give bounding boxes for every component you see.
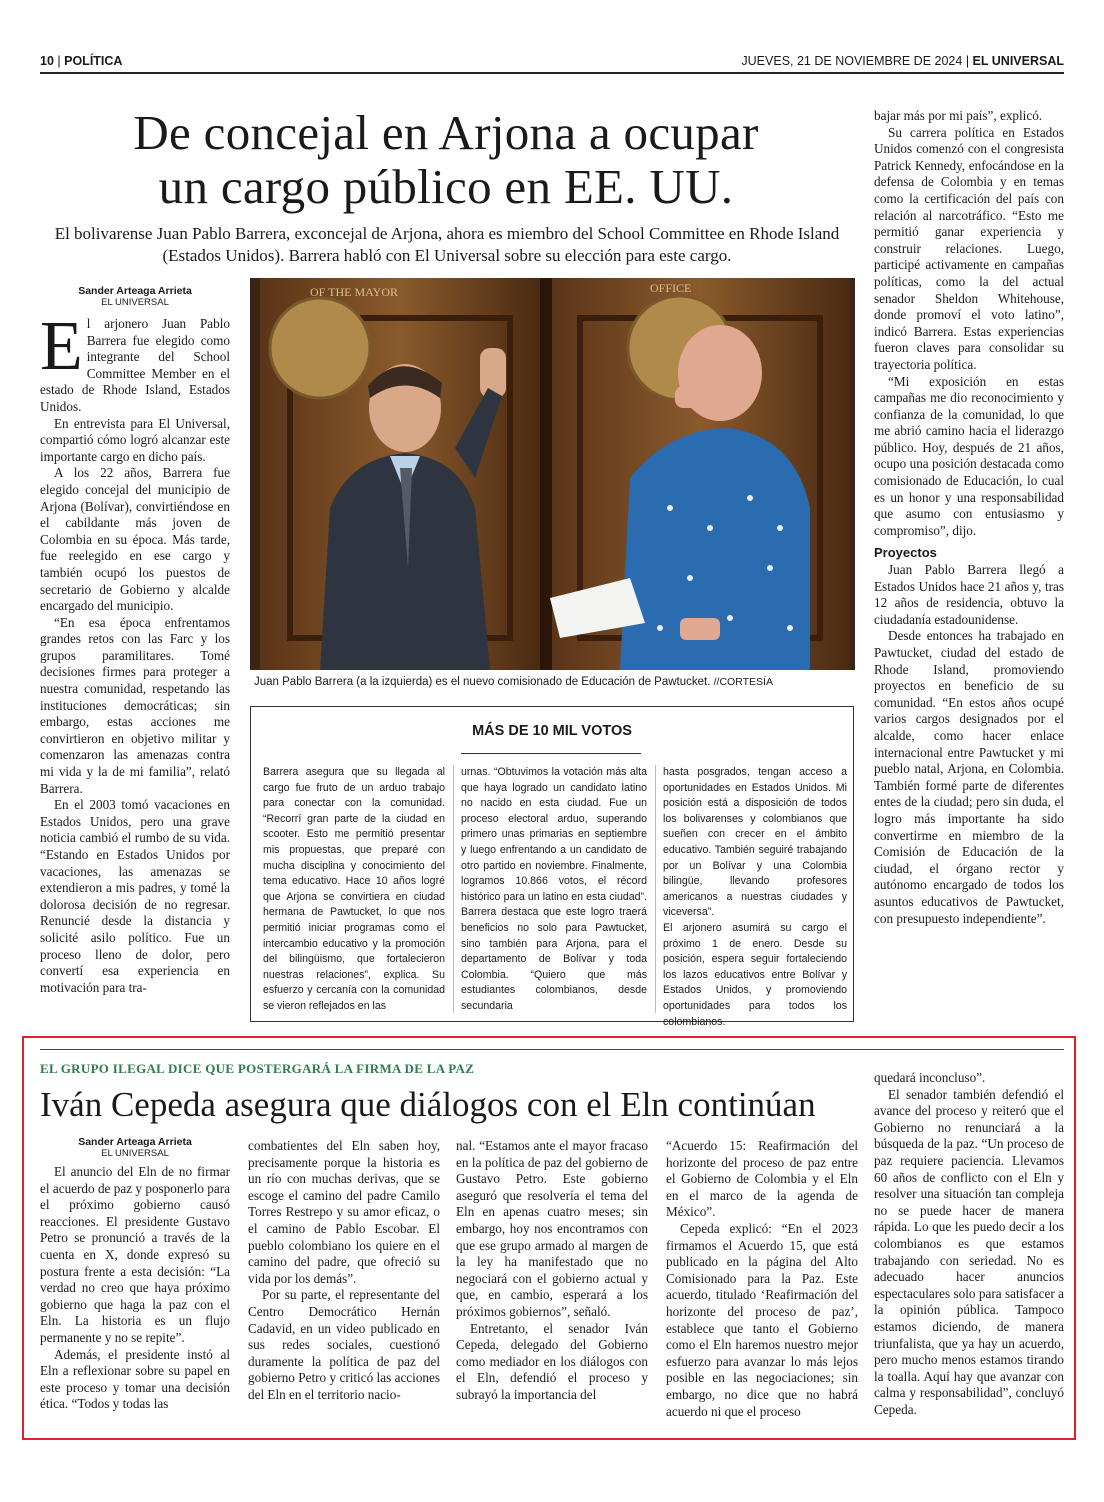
article1-column-left xyxy=(40,285,230,996)
article2-paragraph: Además, el presidente instó al Eln a reflexionar sobre su papel en este proceso y tomar una decisión ética. “Todos y todas las xyxy=(40,1346,230,1412)
section-name: POLÍTICA xyxy=(64,54,123,68)
caption-text: Juan Pablo Barrera (a la izquierda) es el nuevo comisionado de Educación de Pawtucket. xyxy=(254,676,711,688)
issue-date: JUEVES, 21 DE NOVIEMBRE DE 2024 xyxy=(741,54,963,68)
box-column-3: hasta posgrados, tengan acceso a oportunidades en Estados Unidos. Mi posición está a disposición de todos los bolivarenses y colombianos que sueñen con crecer en el ámbito educativo. También seguiré trabajando por un Bolívar y una Colombia bilingüe, llevando profesores americanos a nuestras ciudades y viceversa”. El arjonero asumirá su cargo el próximo 1 de enero. Desde su posición, espera seguir fortaleciendo los lazos educativos entre Bolívar y Estados Unidos, y promoviendo oportunidades para todos los colombianos. xyxy=(663,766,847,1028)
article2-paragraph: El anuncio del Eln de no firmar el acuerdo de paz y posponerlo para el próximo gobierno causó reacciones. El presidente Gustavo Petro se pronunció a través de la cuenta en X, donde expresó su postura frente a esta decisión: “La verdad no creo que haya próximo gobierno que haga la paz con el Eln. La historia es un flujo permanente y no se repite”. xyxy=(40,1164,230,1345)
article1-paragraph: Desde entonces ha trabajado en Pawtucket, ciudad del estado de Rhode Island, promoviendo proyectos en beneficio de su comunidad. “En estos años ocupé varios cargos designados por el alcalde, como hacer enlace internacional entre Pawtucket y mi pueblo natal, Arjona, en Colombia. También formé parte de diferentes entes de la ciudad; pero sin duda, el logro más importante ha sido convertirme en miembro de la Comisión de Educación de la ciudad, el órgano rector y autónomo encargado de todos los asuntos educativos de Pawtucket, con presupuesto independiente”. xyxy=(874,628,1064,926)
box-title: MÁS DE 10 MIL VOTOS xyxy=(472,723,632,739)
page-number: 10 xyxy=(40,54,54,68)
byline-outlet: EL UNIVERSAL xyxy=(101,1148,169,1159)
article2-paragraph: El senador también defendió el avance del proceso y reiteró que el Gobierno no renunciará a la búsqueda de la paz. “Un proceso de paz requiere paciencia. Llevamos 60 años de conflicto con el Eln y resolver una situación tan compleja no se puede hacer de manera rápida. Lo que les puedo decir a los colombianos es que estamos trabajando con seriedad. No es adecuado hacer anuncios espectaculares solo para satisfacer a la opinión pública. Tampoco estamos diciendo, de manera triunfalista, que ya hay un acuerdo, pero mucho menos estamos tirando la toalla. Aquí hay que avanzar con calma y responsabilidad”, concluyó Cepeda. xyxy=(874,1086,1064,1417)
article2-kicker: EL GRUPO ILEGAL DICE QUE POSTERGARÁ LA FIRMA DE LA PAZ xyxy=(40,1061,475,1076)
article2-headline: Iván Cepeda asegura que diálogos con el Eln continúan xyxy=(40,1085,816,1124)
box-divider xyxy=(453,765,454,1013)
article1-paragraph: Juan Pablo Barrera llegó a Estados Unidos hace 21 años y, tras 12 años de residencia, obtuvo la ciudadanía estadounidense. xyxy=(874,562,1064,627)
article2-paragraph: Entretanto, el senador Iván Cepeda, delegado del Gobierno como mediador en los diálogos con el Eln, defendió el proceso y subrayó la importancia del xyxy=(456,1320,648,1402)
box-column-2: urnas. “Obtuvimos la votación más alta que haya logrado un candidato latino no nacido en esta ciudad. Fue un proceso electoral arduo, superando primero unas primarias en septiembre y luego enfrentando a un candidato de otro partido en noviembre. Finalmente, logramos 10.866 votos, el récord histórico para un latino en esta ciudad”. Barrera destaca que este logro traerá beneficios no solo para Pawtucket, sino también para Arjona, para el departamento de Bolívar y toda Colombia. “Quiero que más estudiantes colombianos, desde secundaria xyxy=(461,766,647,1012)
article2-column-3 xyxy=(456,1138,648,1404)
byline-author: Sander Arteaga Arrieta xyxy=(78,285,192,297)
swearing-in-photo xyxy=(250,278,855,670)
photo-credit: //CORTESÍA xyxy=(713,676,773,688)
dropcap: E xyxy=(40,308,83,385)
article2-column-5 xyxy=(874,1070,1064,1418)
article1-headline-line2: un cargo público en EE. UU. xyxy=(158,159,734,214)
newspaper-name: EL UNIVERSAL xyxy=(972,54,1064,68)
article2-paragraph: combatientes del Eln saben hoy, precisamente porque la historia es un río con muchas derivas, que se escoge el camino del padre Camilo Torres Restrepo y su amor eficaz, o el camino de Pablo Escobar. El pueblo colombiano los quiere en el camino del padre, que ofreció su vida por los demás”. xyxy=(248,1138,440,1286)
article2-paragraph: Por su parte, el representante del Centro Democrático Hernán Cadavid, en un video publicado en sus redes sociales, cuestionó duramente la política de paz del gobierno Petro y criticó las acciones del Eln en el territorio nacio- xyxy=(248,1287,440,1402)
article2-column-1 xyxy=(40,1136,230,1413)
byline-author: Sander Arteaga Arrieta xyxy=(78,1136,192,1148)
header-rule xyxy=(40,72,1064,74)
article2-column-2 xyxy=(248,1138,440,1404)
article2-top-rule xyxy=(40,1049,1064,1050)
article1-byline xyxy=(40,285,230,308)
article2-paragraph: “Acuerdo 15: Reafirmación del horizonte del proceso de paz entre el Gobierno de Colombia y el Eln en el marco de la agenda de México”. xyxy=(666,1138,858,1220)
article1-headline xyxy=(40,106,852,214)
article1-deck: El bolivarense Juan Pablo Barrera, exconcejal de Arjona, ahora es miembro del School Committee en Rhode Island (Estados Unidos). Barrera habló con El Universal sobre su elección para este cargo. xyxy=(54,224,840,265)
byline-outlet: EL UNIVERSAL xyxy=(101,297,169,308)
article2-column-4 xyxy=(666,1138,858,1420)
article2-byline xyxy=(40,1136,230,1159)
subheading-proyectos: Proyectos xyxy=(874,545,937,561)
article1-lead-paragraph: El arjonero Juan Pablo Barrera fue elegido como integrante del School Committee Member en el estado de Rhode Island, Estados Unidos. xyxy=(40,308,230,414)
article1-paragraph: A los 22 años, Barrera fue elegido concejal del municipio de Arjona (Bolívar), convirtiéndose en el cabildante más joven de Colombia en su época. Más tarde, fue reelegido en ese cargo y también ocupó los puestos de secretario de Gobierno y alcalde encargado del municipio. xyxy=(40,465,230,614)
article1-paragraph: “En esa época enfrentamos grandes retos con las Farc y los grupos paramilitares. Tomé decisiones firmes para proteger a nuestra comunidad, respetando las instituciones democráticas; sin embargo, estas acciones me convirtieron en objetivo militar y comenzaron las amenazas contra mi vida y la de mi familia”, relató Barrera. xyxy=(40,614,230,796)
header-separator: | xyxy=(57,54,61,68)
article1-paragraph: “Mi exposición en estas campañas me dio reconocimiento y confianza de la comunidad, lo que me abrió camino hacia el liderazgo público. Hoy, después de 21 años, ocupo una posición destacada como comisionado de Educación, lo cual es un honor y una responsabilidad que asumo con entusiasmo y compromiso”, dijo. xyxy=(874,373,1064,538)
article1-paragraph: Su carrera política en Estados Unidos comenzó con el congresista Patrick Kennedy, enfocándose en la defensa de Colombia y en temas como la certificación del país con relación al narcotráfico. “Esto me permitió ganar experiencia y construir relaciones. Luego, participé activamente en campañas políticas, como la del actual senador Sheldon Whitehouse, donde promoví el voto latino”, indicó Barrera. Estas experiencias fueron claves para consolidar su trayectoria política. xyxy=(874,124,1064,372)
svg-text:OF THE MAYOR: OF THE MAYOR xyxy=(310,285,399,299)
header-right: JUEVES, 21 DE NOVIEMBRE DE 2024 | EL UNIVERSAL xyxy=(741,54,1064,68)
article2-paragraph: Cepeda explicó: “En el 2023 firmamos el Acuerdo 15, que está publicado en la página del Alto Comisionado para la Paz. Este acuerdo, titulado ‘Reafirmación del horizonte del proceso de paz’, establece que tanto el Gobierno como el Eln haremos nuestro mejor esfuerzo para avanzar lo más lejos posible en las negociaciones; sin embargo, no dice que no habrá acuerdo ni que el proceso xyxy=(666,1220,858,1419)
article2-paragraph: nal. “Estamos ante el mayor fracaso en la política de paz del gobierno de Gustavo Petro. Este gobierno aseguró que resolvería el tema del Eln en apenas cuatro meses; sin embargo, hoy nos encontramos con que ese grupo armado al margen de la ley ha manifestado que no negociará con el gobierno actual y que, en cambio, esperará a los próximos gobiernos”, señaló. xyxy=(456,1138,648,1319)
page-header xyxy=(40,54,1064,70)
article1-paragraph: bajar más por mi país”, explicó. xyxy=(874,108,1043,123)
article1-paragraph: En el 2003 tomó vacaciones en Estados Unidos, pero una grave noticia cambió el rumbo de su vida. “Estando en Estados Unidos por vacaciones, las amenazas se extendieron a mis padres, y tomé la dolorosa decisión de no regresar. Renuncié desde la distancia y solicité asilo político. Fue un proceso lleno de dolor, pero convertí esa experiencia en motivación para tra- xyxy=(40,797,230,995)
sidebar-box xyxy=(250,706,854,1028)
photo-caption xyxy=(254,675,854,689)
article1-headline-line1: De concejal en Arjona a ocupar xyxy=(133,105,759,160)
box-title-rule xyxy=(461,753,641,754)
box-column-1: Barrera asegura que su llegada al cargo fue fruto de un arduo trabajo para conectar con la comunidad. “Recorrí gran parte de la ciudad en scooter. Esto me permitió presentar mis propuestas, que preparé con mucha disciplina y conocimiento del tema educativo. Hace 10 años logré que Arjona se convirtiera en ciudad hermana de Pawtucket, lo que nos permitió iniciar programas como el intercambio educativo y la promoción del bilingüismo, que fortalecieron nuestras relaciones”, explica. Su esfuerzo y cercanía con la comunidad se vieron reflejados en las xyxy=(263,766,445,1012)
article1-photo xyxy=(250,278,855,670)
article1-column-right xyxy=(874,108,1064,927)
box-divider xyxy=(655,765,656,1013)
article2-paragraph: quedará inconcluso”. xyxy=(874,1070,986,1085)
article1-paragraph: En entrevista para El Universal, compartió cómo logró alcanzar este importante cargo en dicho país. xyxy=(40,415,230,464)
svg-text:OFFICE: OFFICE xyxy=(650,281,692,295)
